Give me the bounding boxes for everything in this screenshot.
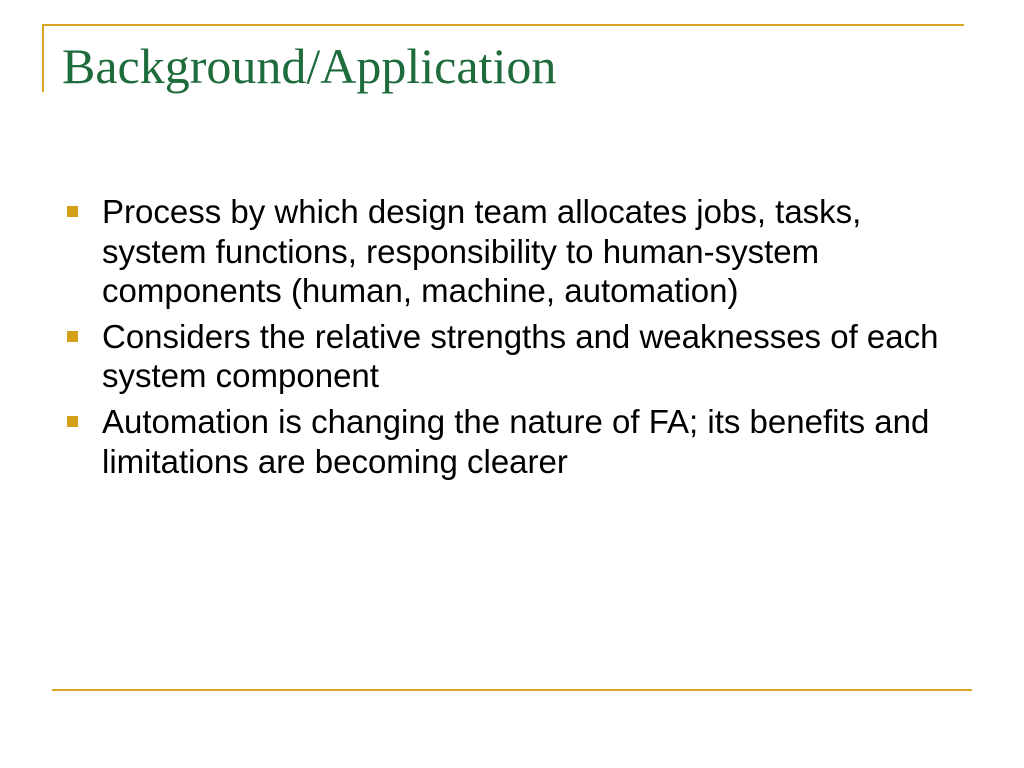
bullet-text-3: Automation is changing the nature of FA; its benefits and limitations are becoming clearer xyxy=(102,402,930,480)
bullet-text-2: Considers the relative strengths and weaknesses of each system component xyxy=(102,317,939,395)
bullet-list xyxy=(62,192,967,487)
left-accent-line xyxy=(42,24,44,92)
bullet-item-3 xyxy=(62,402,967,481)
square-bullet-icon xyxy=(67,331,78,342)
top-divider-line xyxy=(42,24,964,26)
square-bullet-icon xyxy=(67,206,78,217)
bottom-divider-line xyxy=(52,689,972,691)
bullet-item-1 xyxy=(62,192,967,311)
square-bullet-icon xyxy=(67,416,78,427)
slide-title: Background/Application xyxy=(62,38,557,94)
bullet-text-1: Process by which design team allocates jobs, tasks, system functions, responsibility to human-system components (human, machine, automation) xyxy=(102,193,862,310)
bullet-item-2 xyxy=(62,317,967,396)
